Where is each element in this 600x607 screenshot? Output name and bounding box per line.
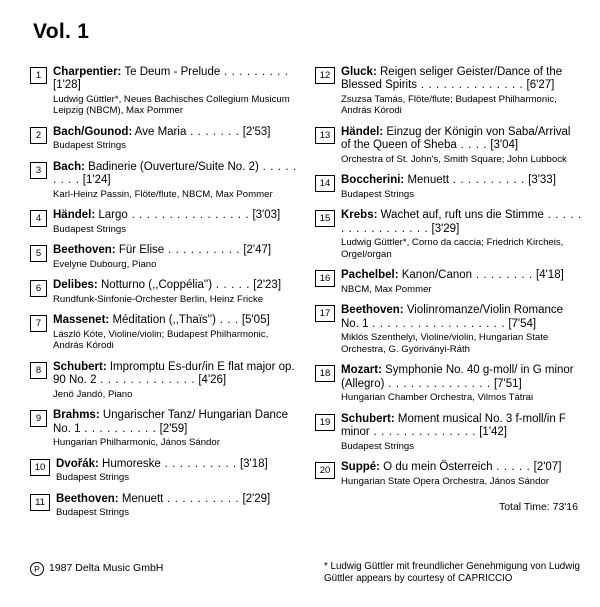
track-number: 19: [315, 414, 335, 431]
track-number: 14: [315, 175, 335, 192]
track-number: 2: [30, 127, 47, 144]
track-composer: Massenet:: [53, 314, 110, 327]
track-row[interactable]: [30, 209, 297, 235]
track-number: 1: [30, 67, 47, 84]
track-performers: Evelyne Dubourg, Piano: [53, 258, 157, 270]
track-work: Einzug der Königin von Saba/Arrival of the Queen of Sheba: [341, 126, 571, 152]
track-performers: Jenö Jandó, Piano: [53, 388, 133, 400]
track-number: 4: [30, 210, 47, 227]
track-duration: [7'54]: [508, 317, 537, 330]
track-row[interactable]: [30, 126, 297, 152]
copyright-line: [30, 561, 163, 575]
track-row[interactable]: [30, 279, 297, 305]
footer: [30, 561, 582, 585]
track-number: 13: [315, 127, 335, 144]
track-duration: [4'18]: [536, 269, 564, 282]
track-listing: [30, 66, 582, 528]
track-performers: Rundfunk-Sinfonie-Orchester Berlin, Heinz Fricke: [53, 293, 264, 305]
leader-dots: . . . . . . . . . . . . . .: [417, 79, 524, 92]
leader-dots: . . . . . . . . . . . . .: [96, 374, 196, 387]
phonogram-icon: P: [30, 562, 44, 576]
track-composer: Brahms:: [53, 409, 100, 422]
track-composer: Delibes:: [53, 279, 98, 292]
track-duration: [2'07]: [533, 461, 562, 474]
track-work: Ave Maria: [132, 126, 187, 138]
leader-dots: . . . . . . . . . . . . . . . .: [127, 209, 250, 222]
track-number: 10: [30, 459, 50, 476]
track-row[interactable]: [315, 174, 582, 200]
track-performers: Zsuzsa Tamás, Flöte/flute; Budapest Philharmonic, András Kórodi: [341, 93, 557, 117]
track-row[interactable]: [30, 409, 297, 448]
track-row[interactable]: [315, 209, 582, 260]
track-work: Impromptu Es-dur/in E flat major op. 90 No. 2: [53, 361, 295, 387]
leader-dots: . . .: [215, 314, 239, 327]
track-row[interactable]: [315, 269, 582, 295]
track-number: 11: [30, 494, 50, 511]
track-duration: [5'05]: [241, 314, 270, 327]
track-number: 20: [315, 462, 335, 479]
track-composer: Händel:: [53, 209, 96, 222]
track-number: 15: [315, 210, 335, 227]
track-performers: Ludwig Güttler*, Corno da caccia; Friedrich Kircheis, Orgel/organ: [341, 237, 564, 260]
track-performers: Hungarian State Opera Orchestra, János Sándor: [341, 475, 549, 487]
track-performers: Budapest Strings: [53, 140, 127, 152]
courtesy-note: * Ludwig Güttler mit freundlicher Genehmigung von Ludwig Güttler appears by courtesy of CAPRICCIO: [324, 561, 580, 585]
track-performers: Hungarian Philharmonic, János Sándor: [53, 437, 220, 449]
track-duration: [7'51]: [493, 377, 522, 390]
track-work: Moment musical No. 3 f-moll/in F minor: [341, 412, 566, 439]
track-row[interactable]: [315, 66, 582, 117]
track-performers: László Kóte, Violine/violin; Budapest Philharmonic, András Kórodi: [53, 328, 269, 352]
track-performers: NBCM, Max Pommer: [341, 283, 432, 295]
track-performers: Karl-Heinz Passin, Flöte/flute, NBCM, Max Pommer: [53, 188, 273, 200]
track-number: 6: [30, 280, 47, 297]
track-performers: Miklós Szenthelyi, Violine/violin, Hungarian State Orchestra, G. Györiványi-Ráth: [341, 332, 549, 355]
track-duration: [3'18]: [239, 457, 268, 470]
track-number: 8: [30, 362, 47, 379]
track-composer: Schubert:: [341, 412, 395, 425]
track-composer: Schubert:: [53, 361, 107, 373]
track-work: Für Elise: [115, 244, 165, 257]
track-composer: Beethoven:: [56, 492, 119, 505]
track-composer: Bach/Gounod:: [53, 126, 133, 138]
leader-dots: . . . . . . . . . . . . . .: [384, 377, 491, 390]
track-duration: [1'42]: [479, 426, 508, 439]
track-performers: Budapest Strings: [56, 507, 130, 519]
leader-dots: . . . . . . . . .: [53, 161, 297, 187]
track-number: 16: [315, 270, 335, 287]
track-work: Violinromanze/Violin Romance No. 1: [341, 304, 564, 330]
track-composer: Suppé:: [341, 461, 380, 474]
leader-dots: . . . . . . . . . .: [449, 174, 525, 187]
track-work: Kanon/Canon: [398, 269, 473, 282]
track-composer: Pachelbel:: [341, 269, 399, 282]
track-composer: Gluck:: [341, 66, 377, 78]
track-performers: Budapest Strings: [341, 188, 415, 200]
track-work: Symphonie No. 40 g-moll/ in G minor (Allegro): [341, 364, 574, 390]
track-row[interactable]: [30, 458, 297, 484]
track-row[interactable]: [30, 361, 297, 400]
total-time: Total Time: 73'16: [498, 501, 578, 514]
track-row[interactable]: [315, 126, 582, 165]
track-duration: [2'59]: [159, 422, 188, 435]
track-composer: Boccherini:: [341, 174, 405, 187]
track-number: 3: [30, 162, 47, 179]
track-number: 5: [30, 245, 47, 262]
track-row[interactable]: [30, 161, 297, 200]
leader-dots: . . . . . . . . . .: [80, 422, 157, 435]
leader-dots: . . . . . . . . . . . . . . . . .: [341, 209, 582, 235]
track-row[interactable]: [30, 66, 297, 117]
track-work: Notturno (,,Coppélia''): [97, 279, 213, 292]
track-work: Reigen seliger Geister/Dance of the Blessed Spirits: [341, 66, 563, 92]
track-composer: Charpentier:: [53, 66, 122, 78]
leader-dots: . . . . . . . . . . . . . .: [369, 426, 477, 439]
track-duration: [2'23]: [253, 279, 282, 292]
track-number: 17: [315, 305, 335, 322]
track-composer: Händel:: [341, 126, 384, 138]
leader-dots: . . . . . . . . .: [220, 66, 289, 78]
track-composer: Mozart:: [341, 364, 382, 377]
track-work: Humoreske: [98, 457, 161, 470]
leader-dots: . . . . . . . . . . . . . . . . . .: [368, 317, 506, 330]
track-performers: Orchestra of St. John's, Smith Square; John Lubbock: [341, 153, 567, 165]
leader-dots: . . . . . . . . . .: [164, 244, 241, 257]
track-duration: [1'24]: [82, 174, 111, 187]
track-composer: Dvořák:: [56, 457, 99, 470]
track-number: 7: [30, 315, 47, 332]
track-row[interactable]: [315, 304, 582, 355]
leader-dots: . . . . . . .: [186, 126, 240, 138]
leader-dots: . . . .: [456, 139, 488, 152]
track-row[interactable]: [315, 461, 582, 487]
leader-dots: . . . . .: [212, 279, 251, 292]
track-work: Menuett: [404, 174, 450, 187]
leader-dots: . . . . . . . . . .: [163, 492, 240, 505]
track-duration: [2'53]: [242, 126, 271, 138]
track-number: 12: [315, 67, 335, 84]
track-row[interactable]: [30, 314, 297, 352]
track-composer: Beethoven:: [341, 304, 404, 317]
track-row[interactable]: [315, 364, 582, 403]
copyright-text: 1987 Delta Music GmbH: [49, 562, 164, 575]
track-composer: Krebs:: [341, 209, 378, 222]
track-duration: [1'28]: [53, 79, 81, 92]
track-duration: [3'33]: [528, 174, 556, 187]
leader-dots: . . . . . . . . . .: [160, 457, 237, 470]
track-work: Largo: [95, 209, 128, 222]
track-row[interactable]: [30, 493, 297, 519]
track-duration: [2'29]: [242, 492, 271, 505]
track-duration: [3'29]: [431, 222, 460, 235]
leader-dots: . . . . . . . .: [472, 269, 533, 282]
track-work: Wachet auf, ruft uns die Stimme: [377, 209, 544, 222]
track-performers: Ludwig Güttler*, Neues Bachisches Collegium Musicum Leipzig (NBCM), Max Pommer: [53, 93, 290, 117]
track-work: Ungarischer Tanz/ Hungarian Dance No. 1: [53, 409, 289, 435]
track-row[interactable]: [315, 413, 582, 452]
track-work: Méditation (,,Thaïs''): [109, 314, 216, 327]
track-number: 9: [30, 410, 47, 427]
track-performers: Hungarian Chamber Orchestra, Vilmos Tátrai: [341, 392, 534, 404]
page-title: Vol. 1: [33, 20, 90, 43]
track-work: Te Deum - Prelude: [121, 66, 221, 78]
track-duration: [4'26]: [198, 374, 227, 387]
track-column-left: [30, 66, 297, 528]
track-composer: Bach:: [53, 161, 85, 173]
track-performers: Budapest Strings: [341, 440, 415, 452]
track-column-right: [315, 66, 582, 528]
track-work: O du mein Österreich: [379, 461, 493, 474]
track-duration: [2'47]: [243, 244, 272, 257]
track-duration: [6'27]: [526, 79, 555, 92]
track-performers: Budapest Strings: [53, 223, 127, 235]
track-performers: Budapest Strings: [56, 472, 130, 484]
track-duration: [3'03]: [252, 209, 281, 222]
leader-dots: . . . . .: [492, 461, 531, 474]
track-number: 18: [315, 365, 335, 382]
track-row[interactable]: [30, 244, 297, 270]
track-composer: Beethoven:: [53, 244, 116, 257]
track-work: Menuett: [118, 492, 164, 505]
track-duration: [3'04]: [490, 139, 519, 152]
track-work: Badinerie (Ouverture/Suite No. 2): [84, 161, 259, 173]
